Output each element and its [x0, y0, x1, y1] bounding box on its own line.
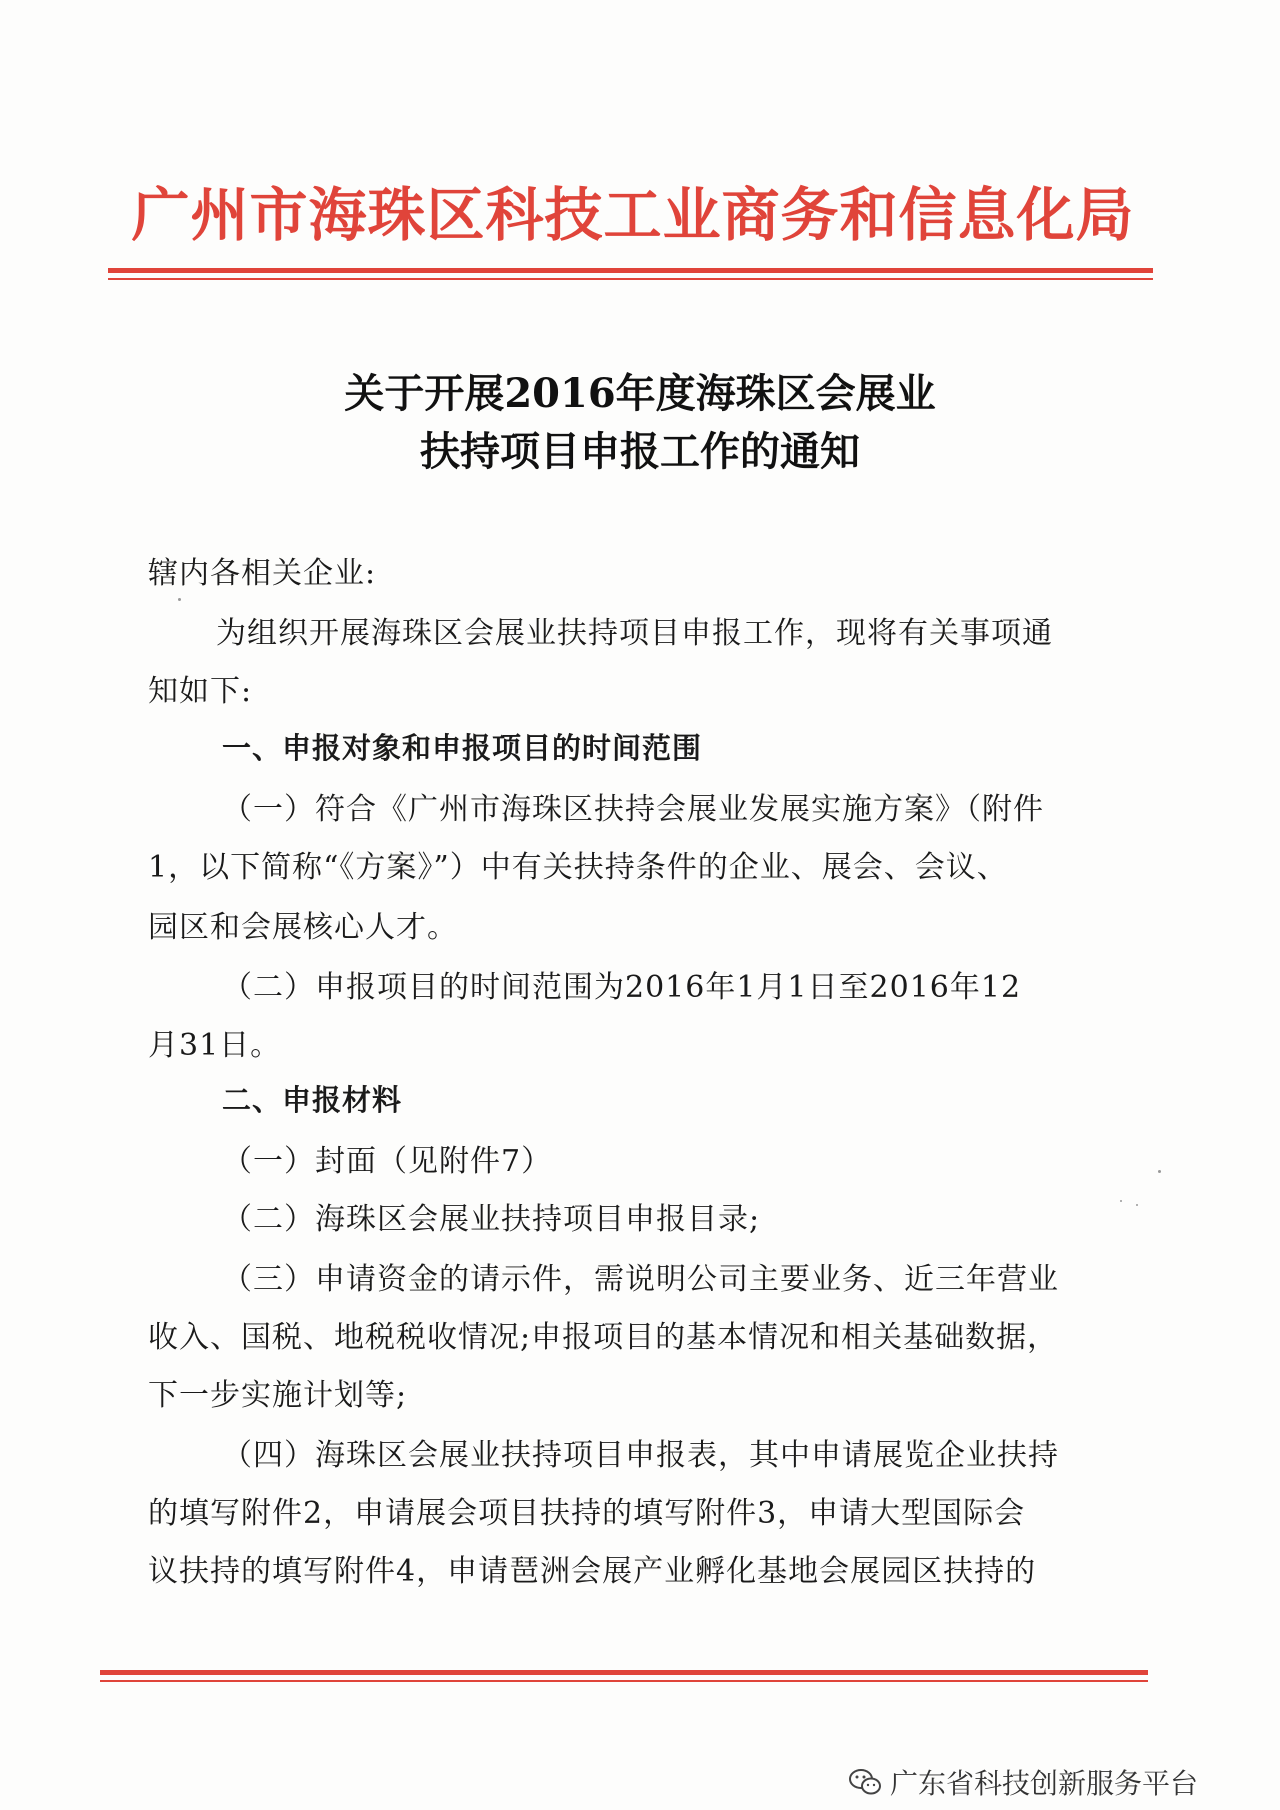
notice-title-line-2: 扶持项目申报工作的通知 — [420, 428, 860, 475]
watermark-text: 广东省科技创新服务平台 — [890, 1767, 1199, 1800]
paragraph-line: （二）申报项目的时间范围为2016年1月1日至2016年12 — [222, 970, 1022, 1005]
paragraph-line: 下一步实施计划等; — [148, 1378, 408, 1413]
section-heading: 一、申报对象和申报项目的时间范围 — [222, 731, 703, 765]
paragraph-line: 为组织开展海珠区会展业扶持项目申报工作，现将有关事项通 — [216, 616, 1053, 651]
header-rule-thin — [108, 278, 1153, 280]
paragraph-line: 1，以下简称“《方案》”）中有关扶持条件的企业、展会、会议、 — [148, 850, 1008, 885]
paragraph-line: 月31日。 — [148, 1028, 282, 1063]
scan-speck — [1158, 1170, 1161, 1173]
scan-speck — [1136, 1204, 1138, 1206]
paragraph-line: 议扶持的填写附件4，申请琶洲会展产业孵化基地会展园区扶持的 — [148, 1554, 1037, 1589]
paragraph-line: 的填写附件2，申请展会项目扶持的填写附件3，申请大型国际会 — [148, 1496, 1026, 1531]
paragraph-line: 园区和会展核心人才。 — [148, 910, 458, 945]
paragraph-line: 知如下: — [148, 674, 253, 709]
footer-rule-thick — [100, 1670, 1148, 1675]
wechat-icon — [848, 1767, 882, 1797]
org-header: 广州市海珠区科技工业商务和信息化局 — [131, 181, 1135, 249]
paragraph-line: （一）符合《广州市海珠区扶持会展业发展实施方案》（附件 — [222, 792, 1044, 827]
paragraph-line: （一）封面（见附件7） — [222, 1144, 553, 1179]
notice-title-line-1: 关于开展2016年度海珠区会展业 — [344, 370, 936, 417]
scan-speck — [178, 598, 181, 601]
paragraph-line: （二）海珠区会展业扶持项目申报目录; — [222, 1202, 761, 1237]
header-rule-thick — [108, 268, 1153, 273]
salutation: 辖内各相关企业: — [148, 556, 377, 591]
section-heading: 二、申报材料 — [222, 1083, 403, 1117]
footer-rule-thin — [100, 1680, 1148, 1682]
paragraph-line: 收入、国税、地税税收情况;申报项目的基本情况和相关基础数据， — [148, 1320, 1059, 1355]
watermark — [848, 1762, 1198, 1802]
scan-speck — [1120, 1200, 1122, 1202]
paragraph-line: （四）海珠区会展业扶持项目申报表，其中申请展览企业扶持 — [222, 1438, 1059, 1473]
paragraph-line: （三）申请资金的请示件，需说明公司主要业务、近三年营业 — [222, 1262, 1059, 1297]
